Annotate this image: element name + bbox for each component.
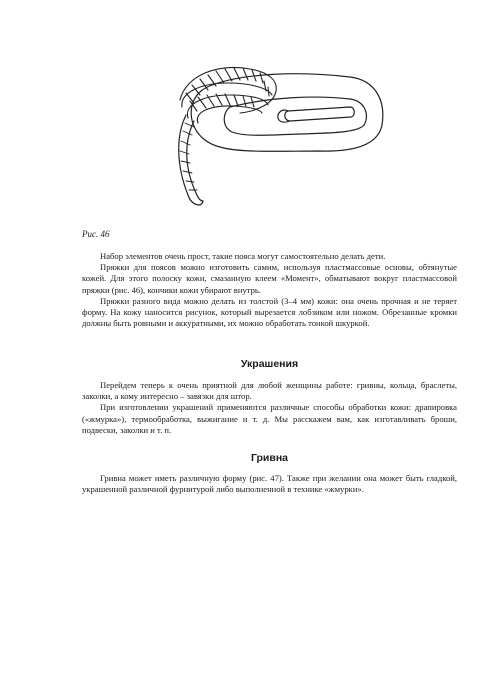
- section-heading-ukrasheniya: Украшения: [240, 358, 299, 370]
- paragraph: При изготовлении украшений применяются различные способы обработки кожи: драпировка («жмурка»), термообработка, выжигание и т. д. Мы расскажем вам, как изготавливать броши, подвески, заколки и т. п.: [82, 402, 457, 435]
- paragraph: Пряжки разного вида можно делать из толстой (3–4 мм) кожи: она очень прочная и не теряет форму. На кожу наносится рисунок, который вырезается лобзиком или ножом. Обрезанные кромки должны быть ровными и аккуратными, их можно обработать тонкой шкуркой.: [82, 295, 457, 329]
- section-grivna-text: [82, 473, 457, 495]
- section-jewelry-text: [82, 380, 457, 436]
- rope-wrapped-buckle-illustration: [150, 55, 390, 215]
- figure-caption: Рис. 46: [82, 229, 110, 239]
- section-heading-grivna: Гривна: [250, 452, 289, 464]
- paragraph: Гривна может иметь различную форму (рис. 47). Также при желании она может быть гладкой, украшенной различной фурнитурой либо выполненной в технике «жмурки».: [82, 473, 457, 495]
- paragraph: Пряжки для поясов можно изготовить самим, используя пластмассовые основы, обтянутые кожей. Для этого полоску кожи, смазанную клеем «Момент», обматывают вокруг пластмассовой пряжки (рис. 46), кончики кожи убирают внутрь.: [82, 262, 457, 295]
- paragraph: Набор элементов очень прост, такие пояса могут самостоятельно делать дети.: [100, 251, 386, 261]
- section-belts-text: [82, 251, 457, 329]
- paragraph: Перейдем теперь к очень приятной для любой женщины работе: гривны, кольца, браслеты, заколки, а кому интересно – завязки для штор.: [82, 380, 457, 402]
